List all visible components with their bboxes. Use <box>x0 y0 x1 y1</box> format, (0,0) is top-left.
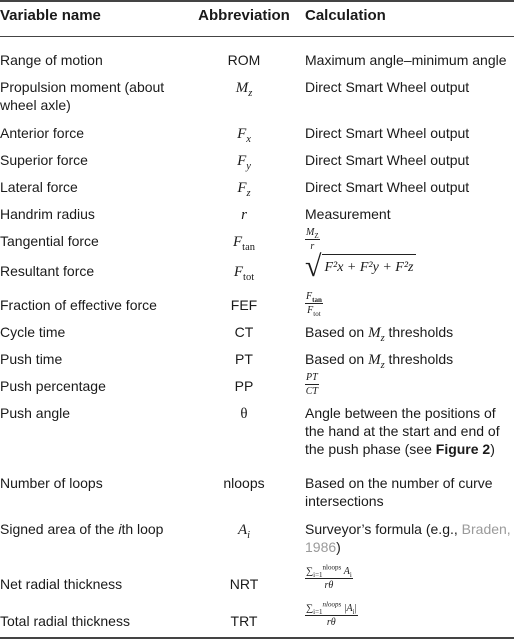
row-name: Total radial thickness <box>0 613 130 629</box>
row-name: Superior force <box>0 152 88 168</box>
abbr-base: A <box>237 522 248 538</box>
header-abbreviation: Abbreviation <box>198 7 290 24</box>
calc-math: M <box>368 325 381 341</box>
row-calc: Direct Smart Wheel output <box>305 179 470 195</box>
abbr-sub: x <box>246 134 251 145</box>
calc-line2-end: ) <box>336 539 341 555</box>
row-abbr: FEF <box>230 297 258 313</box>
abbr-base: F <box>237 126 247 142</box>
frac-den-sub: tot <box>313 310 321 318</box>
row-name: Push angle <box>0 405 71 421</box>
row-name: Push time <box>0 351 63 367</box>
row-name: Lateral force <box>0 179 78 195</box>
fraction <box>305 227 320 252</box>
row-calc: Direct Smart Wheel output <box>305 79 470 95</box>
frac-num-sub: tan <box>312 296 322 304</box>
row-calc <box>305 350 514 369</box>
abbr-base: F <box>233 234 243 250</box>
row-calc <box>305 291 514 316</box>
row-calc <box>305 600 514 628</box>
row-name: Cycle time <box>0 324 66 340</box>
sum-den: rθ <box>326 617 336 628</box>
row-name: Fraction of effective force <box>0 297 157 313</box>
bottom-rule <box>0 637 514 639</box>
abbr-base: r <box>241 207 247 223</box>
row-name: Handrim radius <box>0 206 95 222</box>
calc-line3: the push phase (see <box>305 441 436 457</box>
sum-term-end: | <box>354 603 357 614</box>
calc-line2: intersections <box>305 493 384 509</box>
row-abbr <box>196 404 292 423</box>
row-calc: Maximum angle–minimum angle <box>305 52 507 68</box>
frac-num: M <box>306 227 315 238</box>
sum-top: nloops <box>322 563 342 572</box>
abbr-theta: θ <box>240 406 248 422</box>
abbr-sub: y <box>246 161 251 172</box>
sum-fraction: $\frac{\sum_{i=1}^{nloops} A_i}{r\theta}$ <box>306 563 352 591</box>
frac-den: F <box>307 305 314 316</box>
row-abbr <box>196 124 292 143</box>
row-abbr <box>196 520 292 539</box>
calc-line1: Angle between the positions of <box>305 405 496 421</box>
calc-post: thresholds <box>384 324 454 340</box>
row-name: Push percentage <box>0 378 106 394</box>
row-abbr <box>196 151 292 170</box>
row-abbr <box>196 178 292 197</box>
sum-term-sub: i <box>349 571 352 579</box>
row-abbr <box>196 205 292 224</box>
frac-num: PT <box>306 372 318 383</box>
row-name-line2: wheel axle) <box>0 97 71 113</box>
frac-den: r <box>310 241 315 252</box>
abbr-base: F <box>237 153 247 169</box>
name-pre: Signed area of the <box>0 521 119 537</box>
calc-pre: Based on <box>305 324 369 340</box>
row-abbr: nloops <box>223 475 265 491</box>
sum-fraction: $\frac{\sum_{i=1}^{nloops} |A_i|}{r\theta}$ <box>306 600 357 628</box>
name-math: i <box>118 521 122 537</box>
row-abbr: TRT <box>230 613 258 629</box>
abbr-sub: i <box>247 530 251 541</box>
row-abbr <box>196 78 292 97</box>
abbr-base: M <box>235 80 249 96</box>
row-abbr: ROM <box>227 52 261 68</box>
sum-den: rθ <box>324 580 334 591</box>
abbr-sub: z <box>248 88 253 99</box>
row-name: Resultant force <box>0 263 95 279</box>
sum-term: A <box>343 566 350 577</box>
row-name: Range of motion <box>0 52 103 68</box>
calc-math-sub: z <box>380 333 385 344</box>
header-variable: Variable name <box>0 7 101 24</box>
row-name <box>0 78 190 114</box>
calc-pre: Based on <box>305 351 369 367</box>
frac-den: CT <box>305 386 318 397</box>
sum-bottom: i=1 <box>313 571 323 579</box>
calc-line3-end: ) <box>490 441 495 457</box>
row-name: Number of loops <box>0 475 103 491</box>
row-name-line1: Propulsion moment (about <box>0 79 165 95</box>
square-root: √ F²x + F²y + F²z <box>305 250 414 283</box>
calc-math-sub: z <box>380 360 385 371</box>
row-calc: Direct Smart Wheel output <box>305 125 470 141</box>
sqrt-body: F²x + F²y + F²z <box>322 254 415 280</box>
figure-ref: Figure 2 <box>435 441 491 457</box>
calc-math: M <box>368 352 381 368</box>
row-calc <box>305 520 514 556</box>
abbr-base: F <box>237 180 247 196</box>
top-rule <box>0 0 514 2</box>
row-name: Tangential force <box>0 233 99 249</box>
row-abbr: CT <box>234 324 254 340</box>
calc-line1: Based on the number of curve <box>305 475 493 491</box>
row-calc: Measurement <box>305 206 391 222</box>
sum-term-sub: i <box>352 608 355 616</box>
abbr-sub: z <box>246 188 251 199</box>
sum-top: nloops <box>322 600 342 609</box>
citation-link[interactable]: Braden, <box>461 521 511 537</box>
row-abbr <box>196 262 292 281</box>
row-name <box>0 520 190 538</box>
fraction <box>305 291 323 316</box>
abbr-base: F <box>233 264 244 280</box>
sum-bottom: i=1 <box>313 608 323 616</box>
abbr-sub: tot <box>243 272 255 283</box>
row-calc <box>305 372 514 397</box>
row-calc <box>305 563 514 591</box>
sum-term: |A <box>343 603 353 614</box>
header-calculation: Calculation <box>305 7 386 24</box>
fraction <box>305 372 319 397</box>
row-name: Net radial thickness <box>0 576 123 592</box>
row-name: Anterior force <box>0 125 85 141</box>
citation-year[interactable]: 1986 <box>305 539 337 555</box>
header-rule <box>0 36 514 37</box>
row-abbr: PT <box>235 351 253 367</box>
row-calc <box>305 474 514 510</box>
row-abbr: PP <box>234 378 254 394</box>
row-calc: Direct Smart Wheel output <box>305 152 470 168</box>
row-calc <box>305 227 514 252</box>
frac-num-sub: Z <box>314 232 319 240</box>
row-calc <box>305 404 514 458</box>
row-calc <box>305 250 514 283</box>
row-abbr <box>196 232 292 251</box>
calc-line1: Surveyor’s formula (e.g., <box>305 521 462 537</box>
frac-num: F <box>306 291 313 302</box>
calc-line2: the hand at the start and end of <box>305 423 500 439</box>
name-post: th loop <box>121 521 164 537</box>
abbr-sub: tan <box>242 242 255 253</box>
calc-post: thresholds <box>384 351 454 367</box>
row-abbr: NRT <box>229 576 259 592</box>
row-calc <box>305 323 514 342</box>
